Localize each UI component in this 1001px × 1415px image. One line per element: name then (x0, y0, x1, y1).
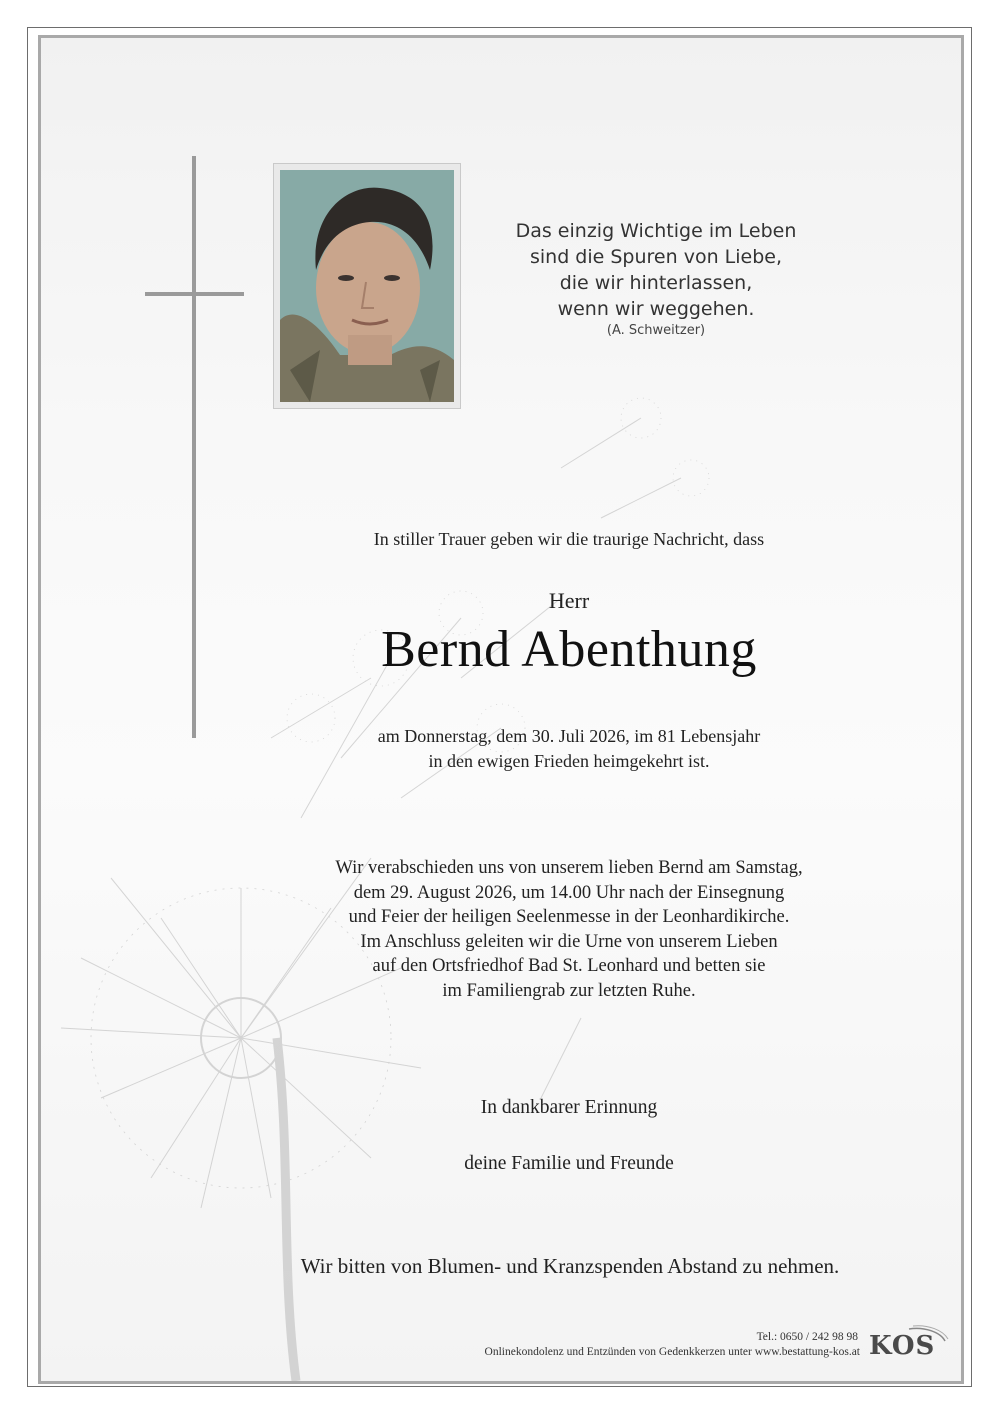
salutation: Herr (548, 588, 590, 613)
cross-icon-horizontal (145, 292, 244, 296)
farewell-line: Im Anschluss geleiten wir die Urne von unserem Lieben (360, 931, 778, 952)
farewell-line: im Familiengrab zur letzten Ruhe. (442, 980, 696, 1001)
death-line: am Donnerstag, dem 30. Juli 2026, im 81 Lebensjahr (377, 726, 761, 746)
quote-line: Das einzig Wichtige im Leben (515, 220, 797, 242)
footer-phone: Tel.: 0650 / 242 98 98 (756, 1331, 858, 1343)
farewell-line: dem 29. August 2026, um 14.00 Uhr nach der Einsegnung (353, 882, 785, 903)
farewell-line: und Feier der heiligen Seelenmesse in der Leonhardikirche. (348, 907, 790, 927)
kos-logo (869, 1323, 949, 1363)
deceased-name: Bernd Abenthung (381, 621, 757, 678)
announcement-intro: In stiller Trauer geben wir die traurige Nachricht, dass (373, 529, 765, 549)
logo-text: KOS (869, 1331, 936, 1361)
portrait-frame (273, 163, 461, 409)
family-signature: deine Familie und Freunde (464, 1153, 674, 1174)
quote-line: sind die Spuren von Liebe, (529, 246, 782, 268)
portrait-photo (280, 170, 454, 402)
quote-author: (A. Schweitzer) (606, 323, 706, 338)
quote-line: die wir hinterlassen, (559, 272, 753, 294)
footer-website: Onlinekondolenz und Entzünden von Gedenkkerzen unter www.bestattung-kos.at (484, 1346, 860, 1358)
death-notice (240, 724, 898, 774)
quote-line: wenn wir weggehen. (557, 298, 755, 320)
farewell-text (240, 856, 898, 1003)
thanks-text: In dankbarer Erinnung (480, 1097, 658, 1118)
farewell-line: auf den Ortsfriedhof Bad St. Leonhard und betten sie (372, 956, 766, 976)
flowers-request: Wir bitten von Blumen- und Kranzspenden Abstand zu nehmen. (300, 1254, 840, 1278)
farewell-line: Wir verabschieden uns von unserem lieben Bernd am Samstag, (335, 858, 803, 878)
cross-icon-vertical (192, 156, 196, 738)
quote (480, 218, 832, 340)
death-line: in den ewigen Frieden heimgekehrt ist. (428, 751, 710, 771)
